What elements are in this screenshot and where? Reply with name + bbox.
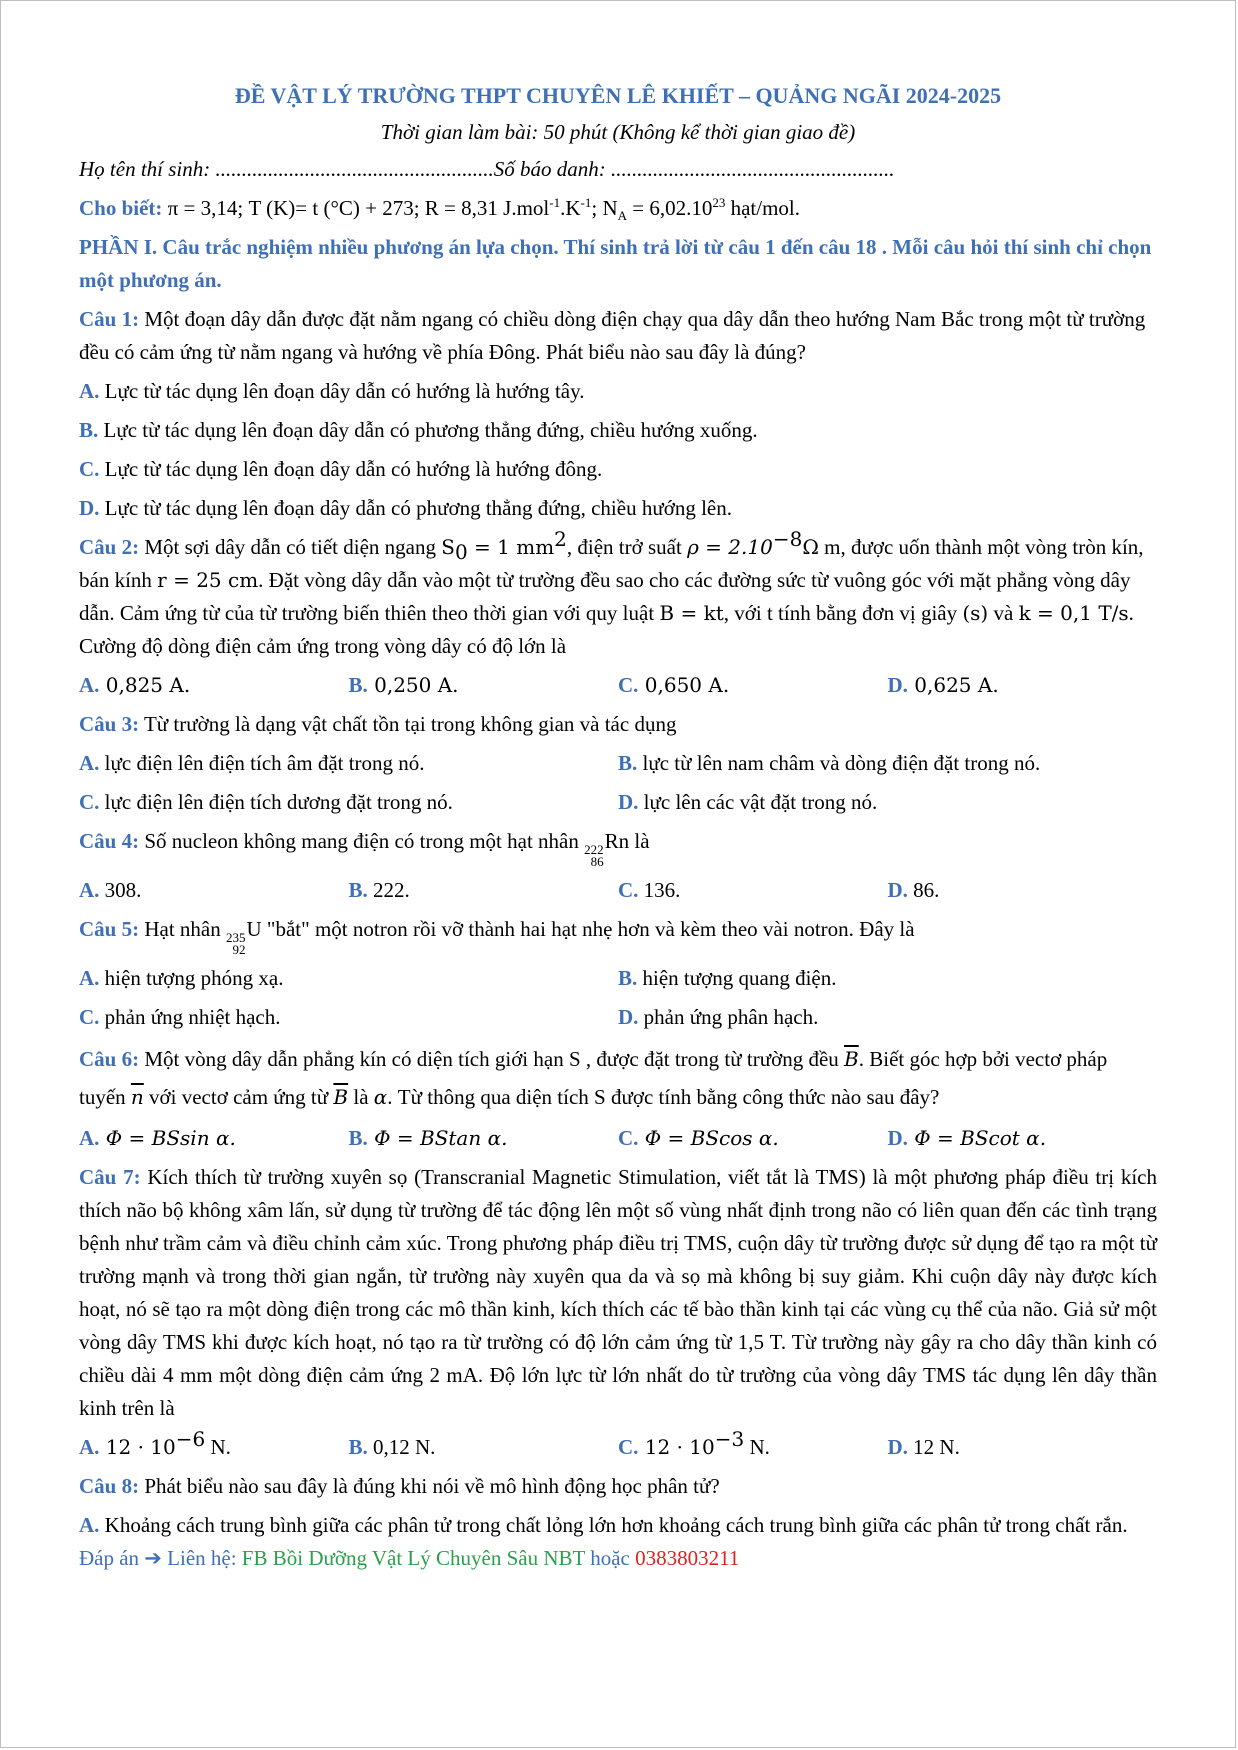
footer-or: hoặc: [584, 1546, 636, 1570]
option-letter: C.: [618, 1126, 639, 1150]
option-text: 308.: [99, 878, 142, 902]
q5-option-c[interactable]: [79, 1001, 618, 1034]
q2-text-7: . Cường độ dòng điện cảm ứng trong vòng dây có độ lớn là: [79, 601, 1134, 658]
question-8-text: Phát biểu nào sau đây là đúng khi nói về mô hình động học phân tử?: [139, 1474, 720, 1498]
q6-text-5: . Từ thông qua diện tích S được tính bằng công thức nào sau đây?: [387, 1085, 940, 1109]
option-text: Khoảng cách trung bình giữa các phân tử trong chất lỏng lớn hơn khoảng cách trung bình giữa các phân tử trong chất rắn.: [99, 1513, 1128, 1537]
option-text: phản ứng nhiệt hạch.: [99, 1005, 281, 1029]
option-letter: A.: [79, 1435, 100, 1459]
option-text: phản ứng phân hạch.: [638, 1005, 819, 1029]
option-unit: N.: [205, 1435, 231, 1459]
option-unit: N.: [744, 1435, 770, 1459]
footer-phone[interactable]: 0383803211: [635, 1546, 740, 1570]
q2-math-law: B = kt: [659, 601, 724, 625]
option-letter: B.: [348, 878, 368, 902]
exam-content: [79, 79, 1157, 1575]
option-letter: D.: [887, 1126, 908, 1150]
option-text: 0,650 A.: [638, 673, 730, 697]
q5-option-d[interactable]: [618, 1001, 1157, 1034]
option-text: 0,625 A.: [907, 673, 999, 697]
q2-math-area: = 1 mm: [467, 535, 555, 559]
q2-math-area-exp: 2: [554, 527, 567, 551]
question-2-label: Câu 2:: [79, 535, 140, 559]
option-letter: A.: [79, 878, 100, 902]
q3-options-row-1: [79, 747, 1157, 780]
q7-option-a[interactable]: [79, 1427, 349, 1464]
option-letter: B.: [348, 1435, 368, 1459]
q6-option-a[interactable]: [79, 1122, 349, 1155]
q7-option-b[interactable]: [349, 1431, 619, 1464]
q6-option-d[interactable]: [888, 1122, 1158, 1155]
option-letter: D.: [618, 1005, 639, 1029]
q2-math-k: k = 0,1 T/s: [1018, 601, 1129, 625]
q2-text-6: và: [988, 601, 1019, 625]
angle-alpha: α: [373, 1085, 388, 1109]
q6-options: [79, 1122, 1157, 1155]
q5-option-a[interactable]: [79, 962, 618, 995]
q3-option-c[interactable]: [79, 786, 618, 819]
given-constants: [79, 192, 1157, 225]
exam-title: ĐỀ VẬT LÝ TRƯỜNG THPT CHUYÊN LÊ KHIẾT – QUẢNG NGÃI 2024-2025: [234, 83, 1002, 108]
option-letter: B.: [618, 966, 638, 990]
option-letter: C.: [79, 457, 100, 481]
option-base: 12 · 10: [638, 1435, 715, 1459]
q7-option-c[interactable]: [618, 1427, 888, 1464]
option-letter: C.: [618, 673, 639, 697]
question-7-label: Câu 7:: [79, 1165, 141, 1189]
question-8: [79, 1470, 1157, 1503]
option-text: hiện tượng phóng xạ.: [99, 966, 284, 990]
name-blank: .....................................................: [215, 157, 494, 181]
q6-option-b[interactable]: [349, 1122, 619, 1155]
option-letter: A.: [79, 379, 100, 403]
option-exponent: −3: [714, 1427, 745, 1451]
question-3-text: Từ trường là dạng vật chất tồn tại trong không gian và tác dụng: [139, 712, 677, 736]
rn-nuclide-numbers: [584, 844, 604, 868]
option-letter: A.: [79, 966, 100, 990]
rn-mass-number: 222: [584, 842, 604, 857]
question-6: [79, 1040, 1157, 1116]
q4-option-c[interactable]: [618, 874, 888, 907]
q2-option-a[interactable]: [79, 669, 349, 702]
u-nuclide-numbers: [226, 932, 246, 956]
option-letter: D.: [79, 496, 100, 520]
option-text: Φ = BScot α.: [907, 1126, 1047, 1150]
option-letter: D.: [618, 790, 639, 814]
rn-atomic-number: 86: [590, 854, 604, 869]
candidate-info: [79, 153, 1157, 186]
option-letter: B.: [348, 1126, 368, 1150]
q6-text-1: Một vòng dây dẫn phẳng kín có diện tích giới hạn S , được đặt trong từ trường đều: [139, 1047, 845, 1071]
question-7-text: Kích thích từ trường xuyên sọ (Transcranial Magnetic Stimulation, viết tắt là TMS) là một phương pháp điều trị kích thích não bộ không xâm lấn, sử dụng từ trường để tác động lên một số vùng nhất định trong não có liên quan đến các tình trạng bệnh như trầm cảm và điều chỉnh cảm xúc. Trong phương pháp điều trị TMS, cuộn dây từ trường được sử dụng để tạo ra một từ trường mạnh và trong thời gian ngắn, từ trường này xuyên qua da và sọ mà không bị suy giảm. Khi cuộn dây này được kích hoạt, nó sẽ tạo ra một dòng điện trong các mô thần kinh, kích thích các tế bào thần kinh tại các vùng cụ thể của não. Giả sử một vòng dây TMS khi được kích hoạt, nó tạo ra từ trường có độ lớn cảm ứng từ 1,5 T. Từ trường này gây ra cho dây thần kinh có chiều dài 4 mm một dòng điện cảm ứng 2 mA. Độ lớn lực từ lớn nhất do từ trường của vòng dây TMS tác dụng lên dây thần kinh trên là: [79, 1165, 1157, 1420]
given-label: Cho biết:: [79, 196, 163, 220]
q1-option-d[interactable]: [79, 492, 1157, 525]
q4-option-d[interactable]: [888, 874, 1158, 907]
option-text: lực điện lên điện tích dương đặt trong nó.: [99, 790, 453, 814]
given-exp-1: -1: [549, 195, 561, 210]
given-sub-a: A: [617, 208, 627, 224]
option-text: Lực từ tác dụng lên đoạn dây dẫn có hướng là hướng tây.: [99, 379, 585, 403]
option-letter: C.: [79, 1005, 100, 1029]
vector-b: $\overline{B}$: [333, 1085, 349, 1109]
option-text: Lực từ tác dụng lên đoạn dây dẫn có phương thẳng đứng, chiều hướng xuống.: [98, 418, 758, 442]
option-text: Φ = BScos α.: [638, 1126, 779, 1150]
q2-text-2: , điện trở suất: [566, 535, 688, 559]
q2-option-b[interactable]: [349, 669, 619, 702]
given-text-3: ; N: [591, 196, 618, 220]
question-5: [79, 913, 1157, 956]
q2-math-ohm: Ω: [802, 535, 819, 559]
option-text: 86.: [907, 878, 940, 902]
rn-symbol: Rn là: [604, 829, 650, 853]
q2-math-s0: S: [441, 535, 455, 559]
q2-math-rho-exp: −8: [772, 527, 803, 551]
name-label: Họ tên thí sinh:: [79, 157, 216, 181]
q1-option-b[interactable]: [79, 414, 1157, 447]
question-7: [79, 1161, 1157, 1425]
q5-text-2: U "bắt" một notron rồi vỡ thành hai hạt nhẹ hơn và kèm theo vài notron. Đây là: [246, 917, 915, 941]
footer-contact: [79, 1542, 1157, 1575]
option-exponent: −6: [175, 1427, 206, 1451]
question-1-text: Một đoạn dây dẫn được đặt nằm ngang có chiều dòng điện chạy qua dây dẫn theo hướng Nam Bắc trong một từ trường đều có cảm ứng từ nằm ngang và hướng về phía Đông. Phát biểu nào sau đây là đúng?: [79, 307, 1146, 364]
sbd-blank: ......................................................: [611, 157, 895, 181]
given-exp-2: -1: [580, 195, 592, 210]
option-letter: C.: [618, 1435, 639, 1459]
question-4: [79, 825, 1157, 868]
footer-answer-label: Đáp án ➔ Liên hệ:: [79, 1546, 242, 1570]
option-text: lực từ lên nam châm và dòng điện đặt trong nó.: [637, 751, 1041, 775]
option-letter: B.: [348, 673, 368, 697]
option-base: 12 · 10: [99, 1435, 176, 1459]
option-text: lực lên các vật đặt trong nó.: [638, 790, 878, 814]
q5-options-row-1: [79, 962, 1157, 995]
question-6-label: Câu 6:: [79, 1047, 140, 1071]
u-mass-number: 235: [226, 930, 246, 945]
given-text-5: hạt/mol.: [725, 196, 801, 220]
given-text-4: = 6,02.10: [627, 196, 713, 220]
q6-option-c[interactable]: [618, 1122, 888, 1155]
option-text: 12 N.: [907, 1435, 960, 1459]
q6-text-3: với vectơ cảm ứng từ: [143, 1085, 334, 1109]
vector-n: $\overline{n}$: [130, 1085, 144, 1109]
q3-option-d[interactable]: [618, 786, 1157, 819]
question-3-label: Câu 3:: [79, 712, 140, 736]
question-1: [79, 303, 1157, 369]
q2-text-1: Một sợi dây dẫn có tiết diện ngang: [139, 535, 442, 559]
q2-math-rho: ρ = 2.10: [687, 535, 773, 559]
q3-options-row-2: [79, 786, 1157, 819]
q4-option-b[interactable]: [349, 874, 619, 907]
vector-b: $\overline{B}$: [844, 1047, 859, 1071]
option-text: Lực từ tác dụng lên đoạn dây dẫn có phương thẳng đứng, chiều hướng lên.: [99, 496, 732, 520]
given-text-2: .K: [560, 196, 581, 220]
q8-option-a[interactable]: [79, 1509, 1157, 1542]
question-2: [79, 527, 1157, 663]
q5-option-b[interactable]: [618, 962, 1157, 995]
u-atomic-number: 92: [232, 942, 246, 957]
option-letter: B.: [618, 751, 638, 775]
sbd-label: Số báo danh:: [493, 157, 611, 181]
q2-option-d[interactable]: [888, 669, 1158, 702]
q3-option-a[interactable]: [79, 747, 618, 780]
exam-duration: Thời gian làm bài: 50 phút (Không kể thời gian giao đề): [380, 120, 856, 144]
part1-heading: PHẦN I. Câu trắc nghiệm nhiều phương án lựa chọn. Thí sinh trả lời từ câu 1 đến câu 18 . Mỗi câu hỏi thí sinh chỉ chọn một phương án.: [79, 235, 1152, 292]
question-1-label: Câu 1:: [79, 307, 140, 331]
option-text: 0,12 N.: [367, 1435, 436, 1459]
option-letter: D.: [887, 1435, 908, 1459]
question-5-label: Câu 5:: [79, 917, 140, 941]
question-4-text: Số nucleon không mang điện có trong một hạt nhân: [139, 829, 585, 853]
q2-math-unit: (s): [962, 601, 989, 625]
option-letter: A.: [79, 1126, 100, 1150]
q2-options: [79, 669, 1157, 702]
option-text: lực điện lên điện tích âm đặt trong nó.: [99, 751, 425, 775]
q5-options-row-2: [79, 1001, 1157, 1034]
q2-text-4: . Đặt vòng dây dẫn vào một từ trường đều sao cho các đường sức từ vuông góc với mặt phẳng vòng dây dẫn. Cảm ứng từ của từ trường biến thiên theo thời gian với quy luật: [79, 568, 1131, 625]
q4-options: [79, 874, 1157, 907]
q2-text-3: m, được uốn thành một vòng tròn kín, bán kính: [79, 535, 1144, 592]
q1-option-a[interactable]: [79, 375, 1157, 408]
q2-math-s0-sub: 0: [454, 540, 468, 565]
option-text: hiện tượng quang điện.: [637, 966, 837, 990]
question-3: [79, 708, 1157, 741]
option-text: Φ = BSsin α.: [99, 1126, 236, 1150]
option-letter: D.: [887, 673, 908, 697]
q7-options: [79, 1427, 1157, 1464]
footer-facebook-link[interactable]: FB Bồi Dưỡng Vật Lý Chuyên Sâu NBT: [241, 1546, 585, 1570]
question-4-label: Câu 4:: [79, 829, 140, 853]
given-text-1: π = 3,14; T (K)= t (°C) + 273; R = 8,31 J.mol: [162, 196, 550, 220]
q2-math-radius: r = 25 cm: [157, 568, 259, 592]
q2-text-5: , với t tính bằng đơn vị giây: [723, 601, 963, 625]
q7-option-d[interactable]: [888, 1431, 1158, 1464]
q6-text-2: . Biết góc hợp bởi vectơ pháp tuyến: [79, 1047, 1108, 1109]
given-exp-3: 23: [712, 195, 726, 210]
q4-option-a[interactable]: [79, 874, 349, 907]
option-text: 0,250 A.: [367, 673, 459, 697]
q2-option-c[interactable]: [618, 669, 888, 702]
option-letter: A.: [79, 751, 100, 775]
option-letter: C.: [618, 878, 639, 902]
option-letter: A.: [79, 673, 100, 697]
option-letter: A.: [79, 1513, 100, 1537]
option-text: Lực từ tác dụng lên đoạn dây dẫn có hướng là hướng đông.: [99, 457, 603, 481]
question-8-label: Câu 8:: [79, 1474, 140, 1498]
option-text: 222.: [367, 878, 410, 902]
option-text: Φ = BStan α.: [367, 1126, 508, 1150]
option-letter: C.: [79, 790, 100, 814]
option-text: 0,825 A.: [99, 673, 191, 697]
option-text: 136.: [638, 878, 681, 902]
option-letter: D.: [887, 878, 908, 902]
option-letter: B.: [79, 418, 99, 442]
q6-text-4: là: [348, 1085, 374, 1109]
q3-option-b[interactable]: [618, 747, 1157, 780]
q1-option-c[interactable]: [79, 453, 1157, 486]
q5-text-1: Hạt nhân: [139, 917, 226, 941]
